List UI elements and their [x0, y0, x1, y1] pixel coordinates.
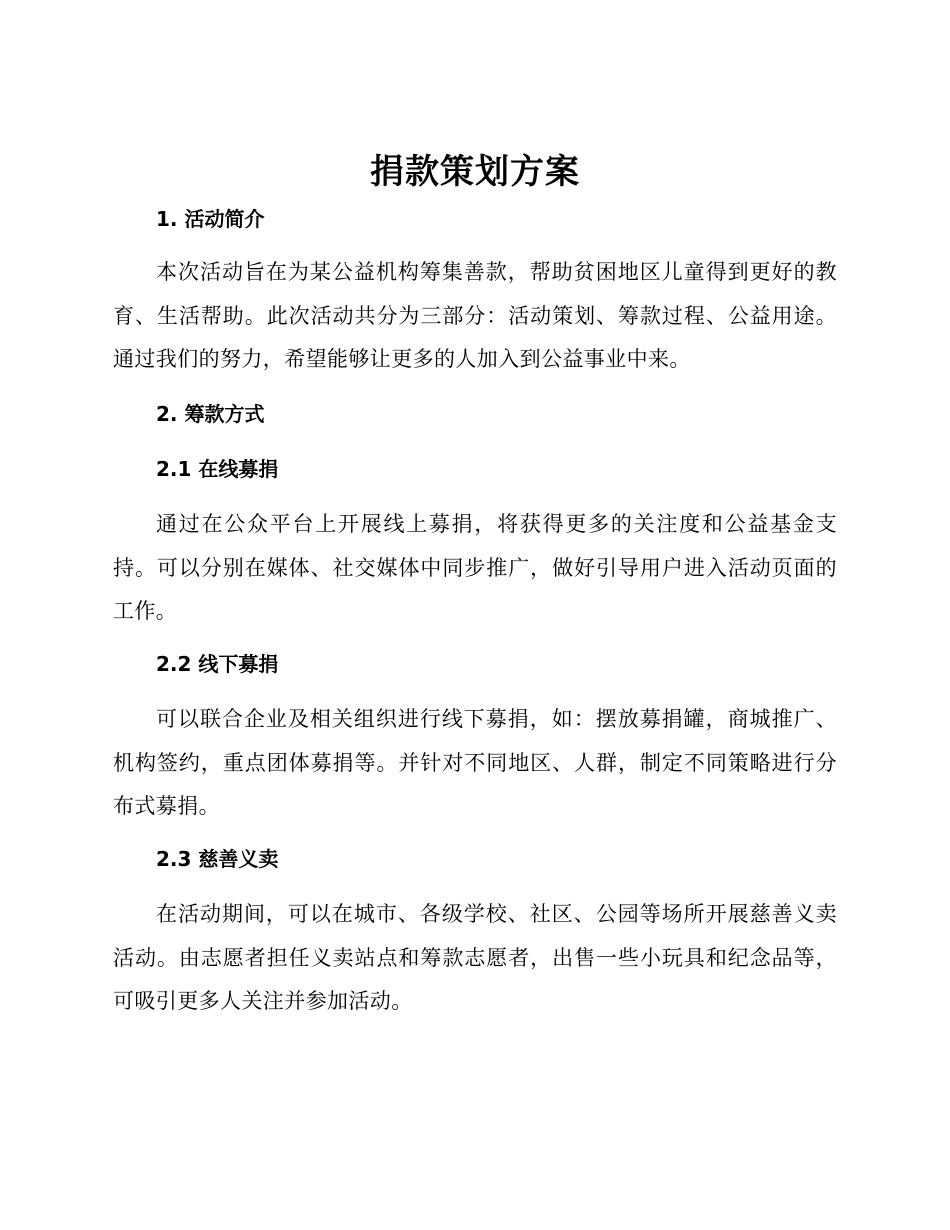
- section-paragraph-introduction: 本次活动旨在为某公益机构筹集善款，帮助贫困地区儿童得到更好的教育、生活帮助。此次活动共分为三部分：活动策划、筹款过程、公益用途。通过我们的努力，希望能够让更多的人加入到公益事业中来。: [113, 260, 837, 371]
- document-title: 捐款策划方案: [370, 152, 580, 192]
- section-paragraph-charity-sale: 在活动期间，可以在城市、各级学校、社区、公园等场所开展慈善义卖活动。由志愿者担任义卖站点和筹款志愿者，出售一些小玩具和纪念品等，可吸引更多人关注并参加活动。: [113, 902, 837, 1013]
- section-heading-online-donation: 2.1 在线募捐: [156, 457, 279, 481]
- section-heading-introduction: 1. 活动简介: [156, 207, 265, 231]
- section-paragraph-offline-donation: 可以联合企业及相关组织进行线下募捐，如：摆放募捐罐，商城推广、机构签约，重点团体募捐等。并针对不同地区、人群，制定不同策略进行分布式募捐。: [113, 707, 837, 818]
- section-heading-offline-donation: 2.2 线下募捐: [156, 652, 279, 676]
- section-paragraph-online-donation: 通过在公众平台上开展线上募捐，将获得更多的关注度和公益基金支持。可以分别在媒体、社交媒体中同步推广，做好引导用户进入活动页面的工作。: [113, 512, 837, 623]
- section-heading-fundraising-methods: 2. 筹款方式: [156, 402, 265, 426]
- section-heading-charity-sale: 2.3 慈善义卖: [156, 847, 279, 871]
